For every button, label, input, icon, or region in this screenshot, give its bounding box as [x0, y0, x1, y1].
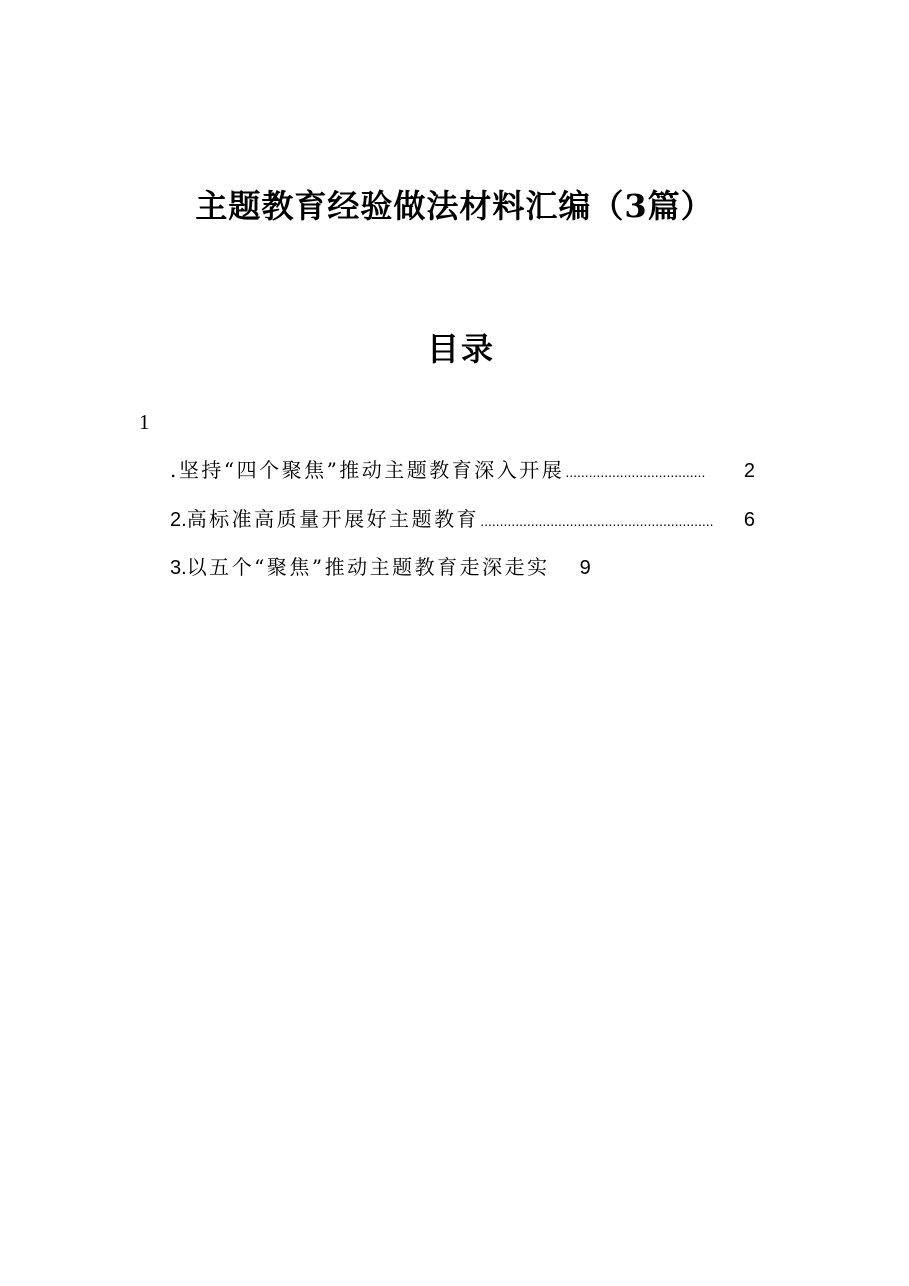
toc-heading: 目录: [426, 330, 495, 368]
toc-entry-text: .坚持“四个聚焦”推动主题教育深入开展: [170, 458, 565, 482]
toc-dot-leader: ............................................................: [480, 513, 714, 529]
toc-entry-number: 3.: [170, 557, 187, 579]
toc-entry-number: 2.: [170, 509, 187, 531]
toc-page-number: 9: [579, 557, 591, 579]
toc-dot-leader: ....................................: [565, 464, 706, 480]
toc-entry-1-number: 1: [139, 410, 150, 434]
toc-entry-text: 高标准高质量开展好主题教育: [186, 507, 480, 531]
document-title: 主题教育经验做法材料汇编（3篇）: [195, 187, 714, 225]
toc-entry-text: 以五个“聚焦”推动主题教育走深走实: [186, 555, 550, 579]
toc-page-number: 6: [743, 509, 755, 531]
toc-entry[interactable]: [170, 553, 591, 582]
toc-entry[interactable]: [170, 456, 755, 486]
toc-page-number: 2: [743, 460, 755, 482]
toc-entry[interactable]: [170, 505, 755, 535]
